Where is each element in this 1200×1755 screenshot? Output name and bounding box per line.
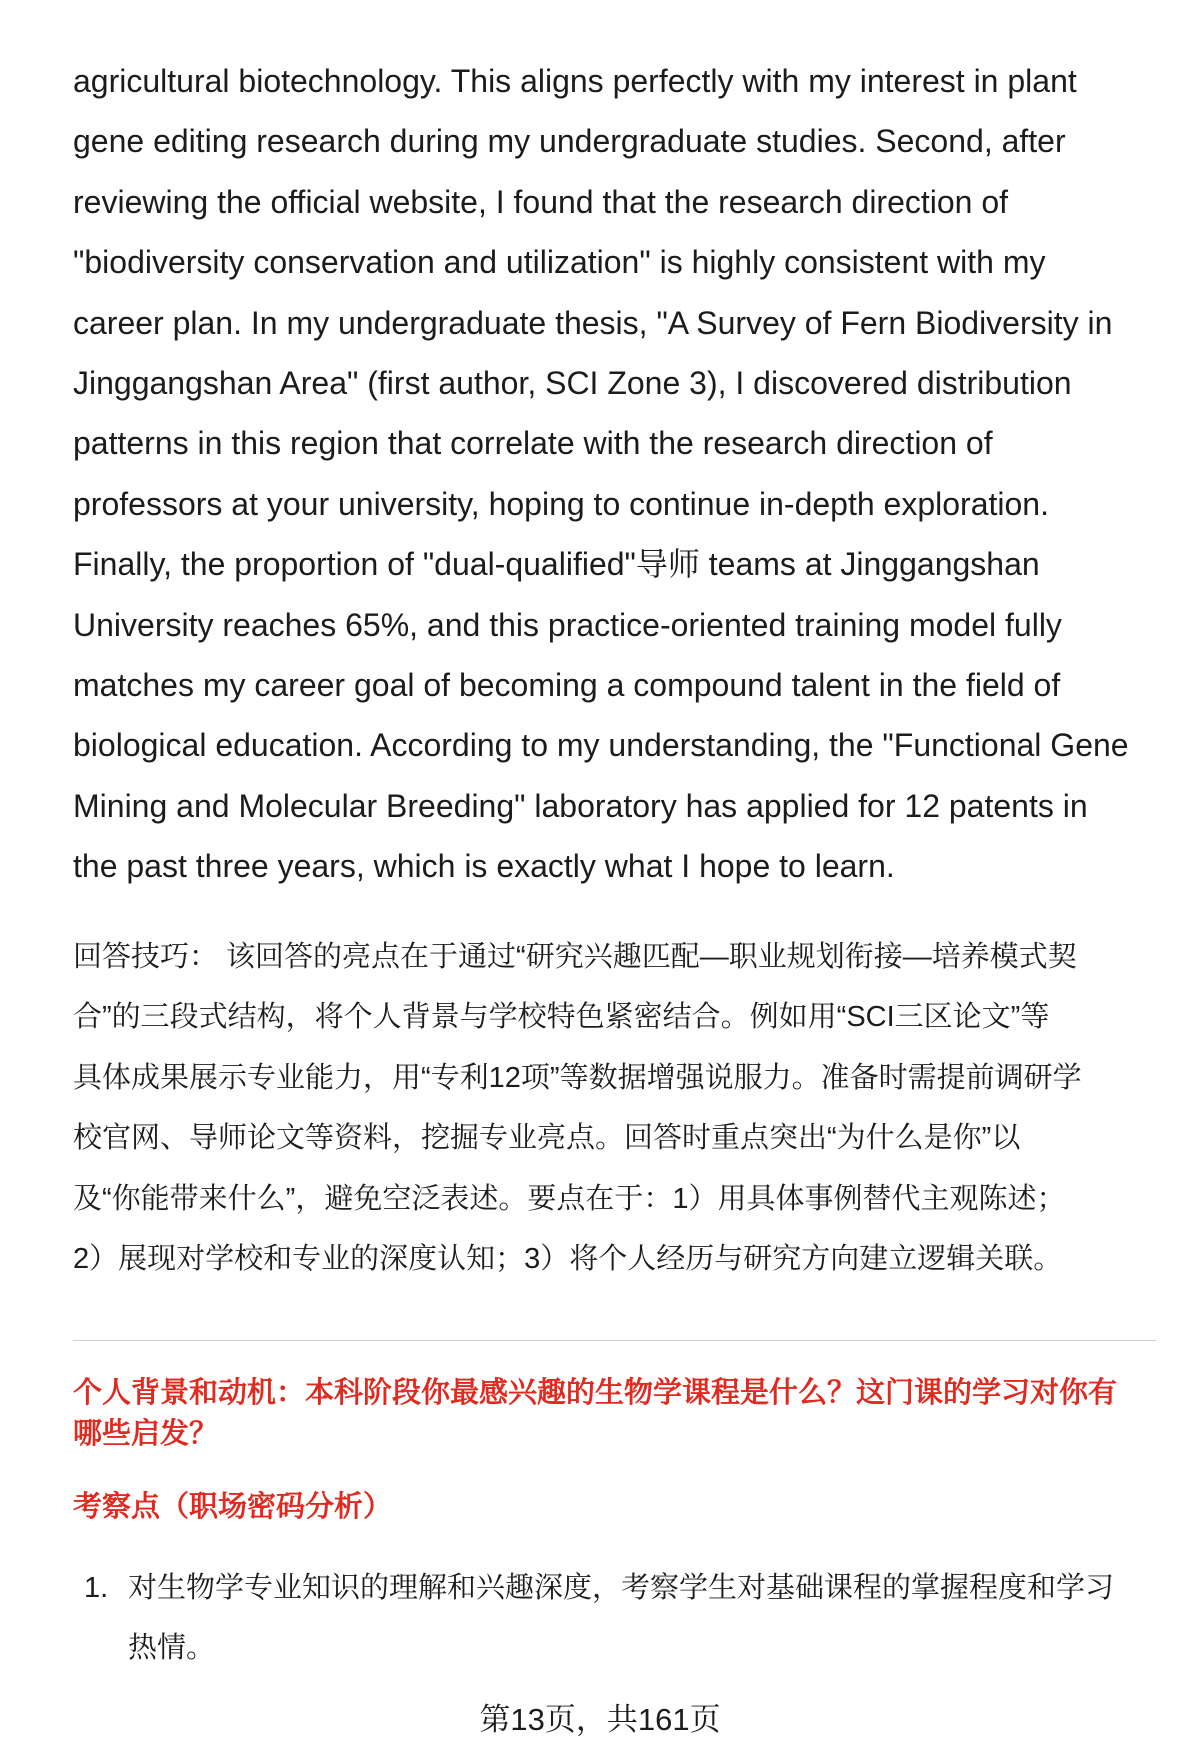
paragraph-line: "biodiversity conservation and utilization" is highly consistent with my: [73, 244, 1046, 281]
paragraph-line: biological education. According to my understanding, the "Functional Gene: [73, 727, 1129, 764]
list-item-number: 1.: [84, 1572, 109, 1604]
tips-line: 2）展现对学校和专业的深度认知；3）将个人经历与研究方向建立逻辑关联。: [73, 1242, 1063, 1275]
tips-line: 校官网、导师论文等资料，挖掘专业亮点。回答时重点突出“为什么是你”以: [73, 1122, 1021, 1155]
list-item-line: 对生物学专业知识的理解和兴趣深度，考察学生对基础课程的掌握程度和学习: [128, 1572, 1115, 1604]
paragraph-line: professors at your university, hoping to continue in-depth exploration.: [73, 485, 1049, 522]
answer-paragraph: [73, 51, 1173, 896]
paragraph-line: reviewing the official website, I found that the research direction of: [73, 183, 1009, 220]
tips-line: 具体成果展示专业能力，用“专利12项”等数据增强说服力。准备时需提前调研学: [73, 1061, 1082, 1094]
tips-line: 合”的三段式结构，将个人背景与学校特色紧密结合。例如用“SCI三区论文”等: [73, 1001, 1050, 1034]
paragraph-line: matches my career goal of becoming a compound talent in the field of: [73, 666, 1061, 703]
paragraph-line: career plan. In my undergraduate thesis, "A Survey of Fern Biodiversity in: [73, 304, 1113, 341]
answer-tips-paragraph: [73, 927, 1173, 1289]
list-item-text: [128, 1558, 1168, 1678]
paragraph-line: Finally, the proportion of "dual-qualified"导师 teams at Jinggangshan: [73, 546, 1040, 583]
paragraph-line: University reaches 65%, and this practice-oriented training model fully: [73, 606, 1062, 643]
paragraph-line: Mining and Molecular Breeding" laboratory has applied for 12 patents in: [73, 787, 1088, 824]
question-line: 哪些启发？: [73, 1417, 219, 1450]
section-divider: [73, 1340, 1156, 1341]
paragraph-line: agricultural biotechnology. This aligns perfectly with my interest in plant: [73, 63, 1077, 99]
paragraph-line: patterns in this region that correlate with the research direction of: [73, 425, 993, 462]
paragraph-line: the past three years, which is exactly what I hope to learn.: [73, 848, 895, 885]
list-item-line: 热情。: [128, 1632, 216, 1664]
tips-line: 回答技巧： 该回答的亮点在于通过“研究兴趣匹配—职业规划衔接—培养模式契: [73, 941, 1077, 973]
tips-line: 及“你能带来什么”，避免空泛表述。要点在于：1）用具体事例替代主观陈述；: [73, 1182, 1066, 1215]
section-heading: 考察点（职场密码分析）: [73, 1491, 393, 1523]
question-line: 个人背景和动机：本科阶段你最感兴趣的生物学课程是什么？这门课的学习对你有: [73, 1377, 1118, 1409]
page-number: 第13页，共161页: [479, 1702, 721, 1737]
paragraph-line: Jinggangshan Area" (first author, SCI Zone 3), I discovered distribution: [73, 364, 1072, 401]
paragraph-line: gene editing research during my undergraduate studies. Second, after: [73, 123, 1066, 160]
interview-question: [73, 1373, 1173, 1454]
